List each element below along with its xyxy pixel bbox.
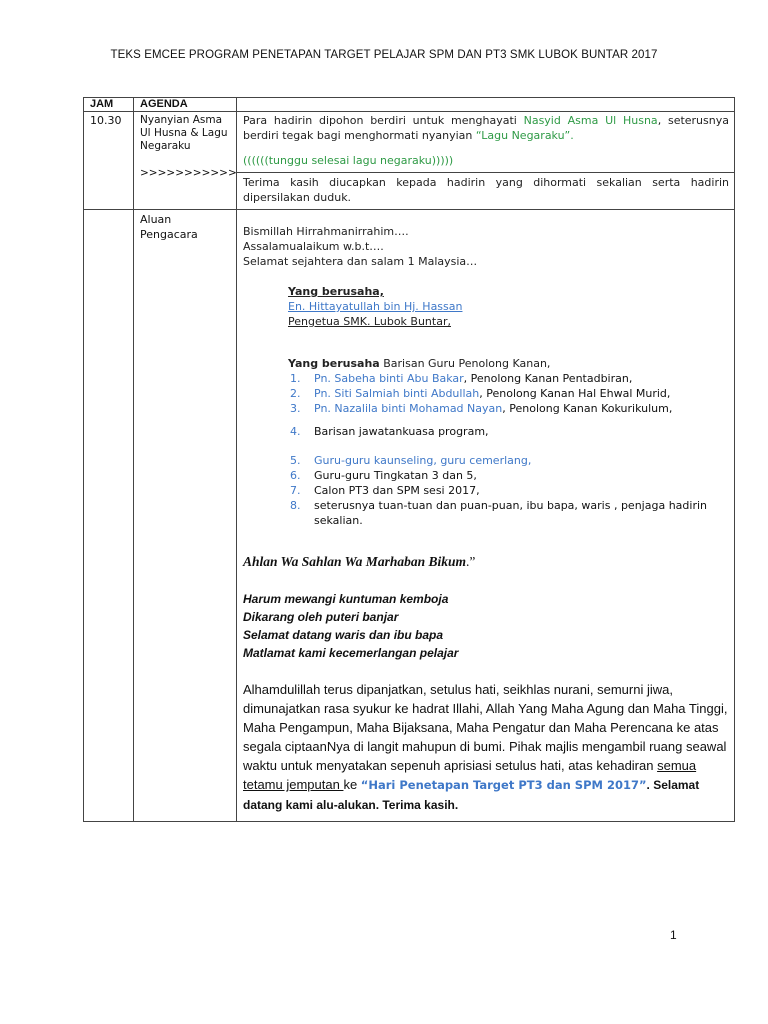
- principal-label: Yang berusaha,: [288, 285, 384, 298]
- greeting-line: Selamat sejahtera dan salam 1 Malaysia…: [243, 255, 478, 268]
- poem-line: Dikarang oleh puteri banjar: [243, 610, 399, 624]
- senior-teachers-heading: Yang berusaha Barisan Guru Penolong Kanan,: [288, 357, 551, 370]
- list-item: 8. seterusnya tuan-tuan dan puan-puan, ibu bapa, waris , penjaga hadirin sekalian.: [290, 499, 707, 527]
- greeting-line: Bismillah Hirrahmanirrahim….: [243, 225, 409, 238]
- nasyid-name: Nasyid Asma Ul Husna: [523, 114, 658, 127]
- header-agenda: AGENDA: [134, 98, 237, 112]
- list-item: 7. Calon PT3 dan SPM sesi 2017,: [290, 484, 480, 497]
- content-cell: [237, 210, 735, 822]
- principal-name: En. Hittayatullah bin Hj. Hassan: [288, 300, 463, 313]
- time-cell-empty: [84, 210, 134, 822]
- list-item: 6. Guru-guru Tingkatan 3 dan 5,: [290, 469, 477, 482]
- list-item: 4. Barisan jawatankuasa program,: [290, 425, 489, 438]
- topic-label: Aluan Pengacara: [140, 213, 198, 241]
- underlined-guests: semua tetamu jemputan: [243, 758, 697, 792]
- document-title: TEKS EMCEE PROGRAM PENETAPAN TARGET PELAJAR SPM DAN PT3 SMK LUBOK BUNTAR 2017: [110, 49, 658, 61]
- topic-cell: [134, 210, 237, 822]
- poem-line: Selamat datang waris dan ibu bapa: [243, 628, 444, 642]
- table-row: [84, 210, 735, 822]
- welcome-poem: [243, 590, 729, 662]
- agenda-table: [83, 97, 735, 822]
- opening-paragraph: Alhamdulillah terus dipanjatkan, setulus hati, seikhlas nurani, semurni jiwa, dimunajatkan rasa syukur ke hadrat Illahi, Allah Yang Maha Agung dan Maha Tinggi, Maha Pengampun, Maha Bijaksana, Maha Pengatur dan Maha Perencana ke atas segala ciptaanNya di langit mahupun di bumi. Pihak majlis mengambil ruang seawal waktu untuk menyatakan sepenuh aprisiasi setulus hati, atas kehadiran semua tetamu jemputan ke “Hari Penetapan Target PT3 dan SPM 2017”. Selamat datang kami alu-alukan. Terima kasih.: [243, 682, 728, 812]
- list-item: 1. Pn. Sabeha binti Abu Bakar, Penolong Kanan Pentadbiran,: [290, 372, 633, 385]
- thank-you-text: Terima kasih diucapkan kepada hadirin yang dihormati sekalian serta hadirin dipersilakan duduk.: [237, 172, 734, 209]
- standing-instruction: Para hadirin dipohon berdiri untuk menghayati Nasyid Asma Ul Husna, seterusnya berdiri tegak bagi menghormati nyanyian “Lagu Negaraku”.: [243, 114, 729, 142]
- time-cell: [84, 112, 134, 210]
- poem-line: Harum mewangi kuntuman kemboja: [243, 592, 449, 606]
- header-jam: JAM: [84, 98, 134, 112]
- time-value: 10.30: [90, 114, 122, 127]
- principal-title: Pengetua SMK. Lubok Buntar,: [288, 315, 451, 328]
- arrow-marker: >>>>>>>>>>>: [140, 167, 237, 179]
- table-row: [84, 112, 735, 210]
- anthem-name: “Lagu Negaraku”.: [475, 129, 574, 142]
- honoured-guests-list: [288, 371, 729, 528]
- page-number: 1: [670, 928, 677, 942]
- topic-cell: [134, 112, 237, 210]
- greeting-line: Assalamualaikum w.b.t….: [243, 240, 384, 253]
- table-header-row: [84, 98, 735, 112]
- greeting-block: [243, 224, 729, 269]
- topic-label: Nyanyian Asma Ul Husna & Lagu Negaraku: [140, 114, 228, 152]
- poem-line: Matlamat kami kecemerlangan pelajar: [243, 646, 459, 660]
- list-item: 2. Pn. Siti Salmiah binti Abdullah, Penolong Kanan Hal Ehwal Murid,: [290, 387, 671, 400]
- wait-note: ((((((tunggu selesai lagu negaraku))))): [243, 154, 454, 167]
- list-item: 3. Pn. Nazalila binti Mohamad Nayan, Penolong Kanan Kokurikulum,: [290, 402, 673, 415]
- header-empty: [237, 98, 735, 112]
- list-item: 5. Guru-guru kaunseling, guru cemerlang,: [290, 454, 532, 467]
- event-name: “Hari Penetapan Target PT3 dan SPM 2017”: [360, 778, 647, 792]
- welcome-greeting: Ahlan Wa Sahlan Wa Marhaban Bikum.”: [243, 554, 476, 569]
- principal-block: [288, 284, 729, 329]
- content-cell: [237, 112, 735, 210]
